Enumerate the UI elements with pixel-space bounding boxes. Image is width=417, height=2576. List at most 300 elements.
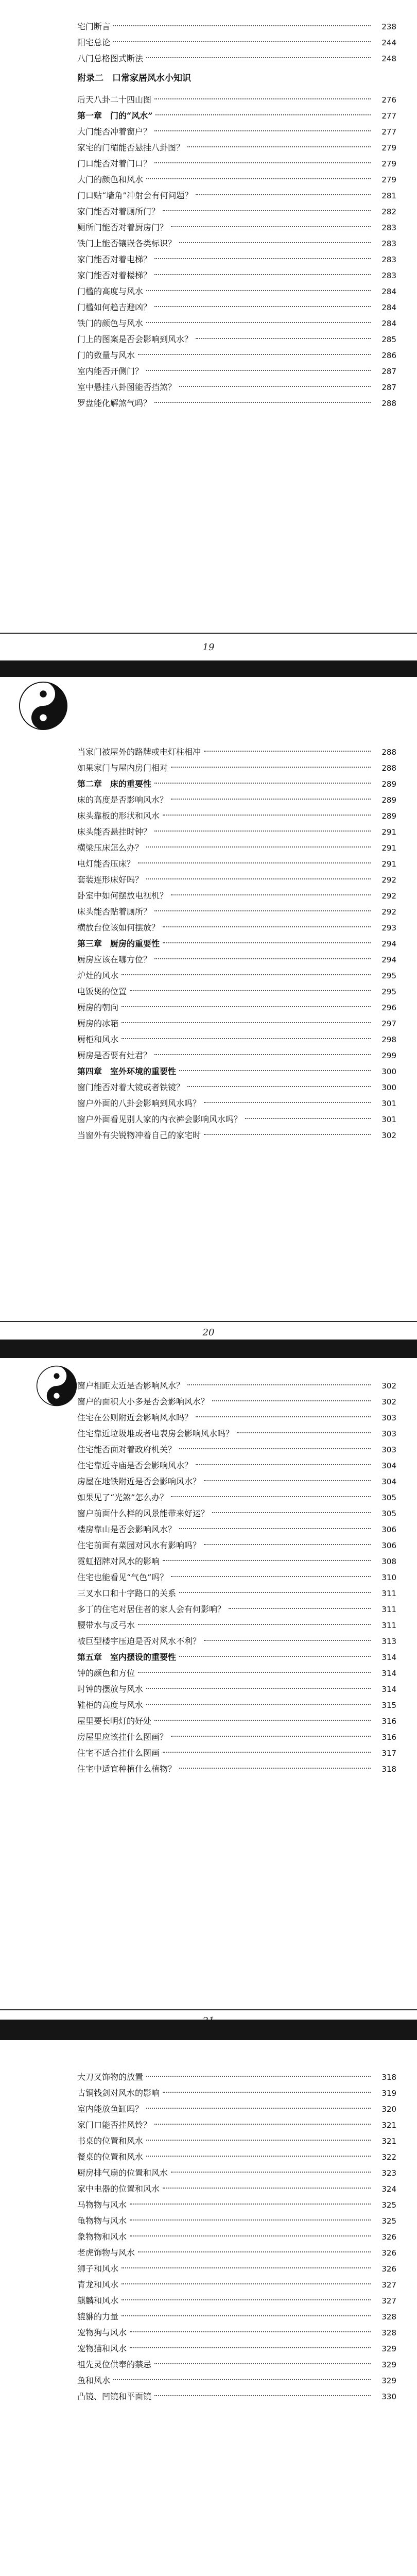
dot-leader <box>154 274 371 275</box>
toc-entry <box>77 1617 396 1633</box>
toc-entry-page: 289 <box>381 779 396 789</box>
toc-entry-title: 窗户的面积大小多是否会影响风水？ <box>77 1397 210 1406</box>
toc-entry-title: 窗户相距太近是否影响风水？ <box>77 1381 185 1391</box>
taiji-icon <box>19 681 68 731</box>
toc-entry-page: 318 <box>381 1765 396 1774</box>
taiji-icon <box>36 1365 77 1406</box>
toc-entry-title: 厨房的朝向 <box>77 1003 119 1012</box>
toc-entry-title: 腰带水与反弓水 <box>77 1620 135 1630</box>
dot-leader <box>154 402 371 403</box>
toc-entry <box>77 2277 396 2293</box>
toc-entry <box>77 2309 396 2325</box>
toc-list <box>77 2069 396 2404</box>
toc-entry <box>77 1410 396 1426</box>
toc-entry-page: 284 <box>381 319 396 328</box>
toc-entry <box>77 1633 396 1649</box>
toc-entry-title: 住宅能否面对着政府机关？ <box>77 1445 177 1454</box>
toc-entry-page: 301 <box>381 1115 396 1124</box>
toc-entry-title: 如果见了“光煞”怎么办？ <box>77 1493 168 1502</box>
dot-leader <box>171 1576 371 1577</box>
toc-entry <box>77 856 396 872</box>
page-separator <box>0 1340 417 1358</box>
toc-entry <box>77 156 396 172</box>
dot-leader <box>138 1672 371 1673</box>
toc-entry <box>77 999 396 1015</box>
toc-entry-page: 319 <box>381 2089 396 2098</box>
dot-leader <box>237 1432 371 1433</box>
toc-entry-title: 三叉水口和十字路口的关系 <box>77 1588 177 1598</box>
toc-entry-title: 窗户外面的八卦会影响到风水吗？ <box>77 1098 201 1108</box>
dot-leader <box>163 1560 371 1561</box>
toc-entry <box>77 2325 396 2341</box>
toc-entry-title: 当家门被屋外的路牌或电灯柱相冲 <box>77 747 201 757</box>
toc-entry-page: 294 <box>381 955 396 964</box>
toc-entry-title: 钟的颜色和方位 <box>77 1668 135 1678</box>
toc-entry-title: 第四章 室外环境的重要性 <box>77 1066 177 1076</box>
toc-entry-page: 322 <box>381 2153 396 2162</box>
toc-entry <box>77 2069 396 2085</box>
toc-entry-title: 家门能否对着楼梯？ <box>77 270 152 280</box>
toc-entry-title: 第五章 室内摆设的重要性 <box>77 1652 177 1662</box>
dot-leader <box>196 1416 371 1417</box>
toc-entry-page: 291 <box>381 859 396 869</box>
dot-leader <box>154 910 371 911</box>
dot-leader <box>179 1070 371 1071</box>
dot-leader <box>204 1134 371 1135</box>
toc-list <box>77 744 396 1143</box>
toc-entry-title: 老虎饰物与风水 <box>77 2248 135 2258</box>
toc-entry-title: 楼房靠山是否会影响风水？ <box>77 1524 177 1534</box>
toc-entry <box>77 920 396 936</box>
toc-entry <box>77 840 396 856</box>
dot-leader <box>121 2267 371 2268</box>
toc-entry-title: 床的高度是否影响风水？ <box>77 795 168 805</box>
toc-entry-title: 宠物猫和风水 <box>77 2344 127 2353</box>
toc-entry-page: 330 <box>381 2392 396 2401</box>
toc-entry-page: 248 <box>381 54 396 63</box>
toc-entry <box>77 124 396 140</box>
toc-entry-page: 284 <box>381 303 396 312</box>
dot-leader <box>179 1656 371 1657</box>
dot-leader <box>138 1624 371 1625</box>
toc-entry-page: 282 <box>381 207 396 216</box>
toc-entry-page: 326 <box>381 2232 396 2242</box>
toc-entry <box>77 1015 396 1031</box>
dot-leader <box>121 1006 371 1007</box>
toc-entry <box>77 235 396 251</box>
toc-entry-title: 宠物狗与风水 <box>77 2328 127 2337</box>
dot-leader <box>121 2299 371 2300</box>
toc-entry-title: 厨房是否要有灶君？ <box>77 1050 152 1060</box>
toc-entry-page: 297 <box>381 1019 396 1028</box>
toc-entry <box>77 2149 396 2165</box>
toc-entry-page: 283 <box>381 255 396 264</box>
toc-entry-page: 292 <box>381 875 396 885</box>
toc-entry-title: 家门口能否挂风铃？ <box>77 2120 152 2130</box>
toc-entry <box>77 1079 396 1095</box>
toc-entry-page: 326 <box>381 2248 396 2258</box>
dot-leader <box>171 226 371 227</box>
toc-entry <box>77 888 396 904</box>
dot-leader <box>146 1688 371 1689</box>
dot-leader <box>146 178 371 179</box>
dot-leader <box>121 2315 371 2316</box>
toc-entry-page: 314 <box>381 1653 396 1662</box>
toc-entry-page: 289 <box>381 811 396 821</box>
toc-entry-title: 住宅前面有菜园对风水有影响吗？ <box>77 1540 201 1550</box>
toc-entry-page: 311 <box>381 1589 396 1598</box>
dot-leader <box>154 2363 371 2364</box>
dot-leader <box>154 130 371 131</box>
dot-leader <box>163 1752 371 1753</box>
toc-entry-title: 床头靠板的形状和风水 <box>77 811 160 821</box>
toc-entry-page: 291 <box>381 827 396 837</box>
toc-entry-title: 时钟的摆放与风水 <box>77 1684 144 1694</box>
toc-entry-page: 317 <box>381 1749 396 1758</box>
dot-leader <box>113 25 371 26</box>
dot-leader <box>171 894 371 895</box>
toc-entry-page: 303 <box>381 1429 396 1438</box>
toc-entry-page: 311 <box>381 1605 396 1614</box>
toc-entry-page: 293 <box>381 923 396 933</box>
toc-entry <box>77 984 396 999</box>
toc-entry-title: 大门能否冲着窗户？ <box>77 127 152 137</box>
toc-entry <box>77 2229 396 2245</box>
toc-entry <box>77 1047 396 1063</box>
toc-chapter-row <box>77 108 396 124</box>
toc-entry <box>77 1585 396 1601</box>
toc-entry <box>77 872 396 888</box>
toc-entry-page: 288 <box>381 764 396 773</box>
toc-entry-title: 象物物和风水 <box>77 2232 127 2242</box>
dot-leader <box>212 1400 371 1401</box>
toc-entry-title: 住宅靠近垃圾堆或者电表房会影响风水吗？ <box>77 1429 234 1438</box>
dot-leader <box>163 2188 371 2189</box>
toc-entry <box>77 2133 396 2149</box>
dot-leader <box>146 2156 371 2157</box>
toc-entry <box>77 1521 396 1537</box>
toc-entry <box>77 2213 396 2229</box>
toc-entry-title: 住宅不适合挂什么图画 <box>77 1748 160 1758</box>
toc-chapter-row <box>77 1063 396 1079</box>
toc-entry-page: 329 <box>381 2376 396 2385</box>
page-rule <box>0 2009 417 2010</box>
toc-entry <box>77 1729 396 1745</box>
toc-entry-title: 厨房应该在哪方位？ <box>77 955 152 964</box>
toc-page-21 <box>0 1358 417 2043</box>
toc-entry-page: 294 <box>381 939 396 948</box>
page-number: 19 <box>202 642 215 653</box>
toc-entry-title: 罗盘能化解煞气吗？ <box>77 398 152 408</box>
toc-entry <box>77 1473 396 1489</box>
toc-entry-page: 325 <box>381 2200 396 2210</box>
toc-entry-title: 住宅中适宜种植什么植物？ <box>77 1764 177 1774</box>
toc-entry-title: 貔貅的力量 <box>77 2312 119 2321</box>
toc-entry <box>77 379 396 395</box>
toc-entry <box>77 140 396 156</box>
toc-entry <box>77 2197 396 2213</box>
toc-entry <box>77 1426 396 1442</box>
dot-leader <box>130 2347 371 2348</box>
toc-entry-page: 289 <box>381 795 396 805</box>
dot-leader <box>130 2204 371 2205</box>
dot-leader <box>154 98 371 99</box>
toc-entry <box>77 2261 396 2277</box>
toc-page-19 <box>0 0 417 685</box>
toc-entry-page: 314 <box>381 1685 396 1694</box>
toc-entry-title: 窗门能否对着大镜或者铁镜？ <box>77 1082 185 1092</box>
toc-entry-page: 284 <box>381 287 396 296</box>
toc-entry-title: 门的数量与风水 <box>77 350 135 360</box>
toc-chapter-row <box>77 936 396 952</box>
toc-appendix-heading <box>77 71 396 87</box>
toc-entry <box>77 299 396 315</box>
toc-entry-title: 家中电器的位置和风水 <box>77 2184 160 2194</box>
dot-leader <box>204 1102 371 1103</box>
dot-leader <box>196 1464 371 1465</box>
toc-entry-page: 286 <box>381 351 396 360</box>
toc-entry-title: 阳宅总论 <box>77 38 111 47</box>
toc-entry-page: 277 <box>381 111 396 121</box>
toc-entry <box>77 1031 396 1047</box>
toc-page-22 <box>0 2040 417 2576</box>
toc-entry <box>77 2085 396 2101</box>
toc-entry-title: 铁门上能否镶嵌各类标识？ <box>77 239 177 248</box>
toc-entry-title: 房屋在地铁附近是否会影响风水？ <box>77 1477 201 1486</box>
toc-entry <box>77 1458 396 1473</box>
toc-entry <box>77 2388 396 2404</box>
toc-entry-page: 313 <box>381 1637 396 1646</box>
toc-entry-title: 电饭煲的位置 <box>77 987 127 996</box>
toc-entry-title: 门口能否对着门口？ <box>77 159 152 168</box>
dot-leader <box>179 386 371 387</box>
toc-entry-page: 288 <box>381 748 396 757</box>
dot-leader <box>171 767 371 768</box>
toc-entry <box>77 744 396 760</box>
toc-entry-title: 祖先灵位供奉的禁忌 <box>77 2360 152 2369</box>
toc-entry-page: 306 <box>381 1541 396 1550</box>
toc-entry-title: 门上的图案是否会影响到风水？ <box>77 334 193 344</box>
toc-entry <box>77 267 396 283</box>
toc-entry-page: 303 <box>381 1445 396 1454</box>
toc-entry <box>77 1111 396 1127</box>
toc-entry-page: 311 <box>381 1621 396 1630</box>
dot-leader <box>196 338 371 339</box>
toc-entry-page: 318 <box>381 2073 396 2082</box>
toc-entry-page: 328 <box>381 2328 396 2337</box>
dot-leader <box>171 1736 371 1737</box>
dot-leader <box>163 2092 371 2093</box>
toc-entry <box>77 792 396 808</box>
toc-entry <box>77 824 396 840</box>
toc-entry <box>77 904 396 920</box>
toc-entry-page: 310 <box>381 1573 396 1582</box>
toc-entry-title: 厕所门能否对着厨房门？ <box>77 223 168 232</box>
dot-leader <box>179 1528 371 1529</box>
toc-entry-page: 326 <box>381 2264 396 2274</box>
dot-leader <box>130 990 371 991</box>
toc-entry <box>77 1537 396 1553</box>
dot-leader <box>179 1448 371 1449</box>
toc-entry <box>77 1761 396 1777</box>
dot-leader <box>146 57 371 58</box>
toc-entry <box>77 395 396 411</box>
toc-entry-title: 宅门断言 <box>77 22 111 31</box>
dot-leader <box>171 2172 371 2173</box>
toc-entry-page: 292 <box>381 891 396 901</box>
toc-entry-page: 298 <box>381 1035 396 1044</box>
toc-entry-title: 套装连形床好吗？ <box>77 875 144 885</box>
toc-page-20 <box>0 677 417 1362</box>
toc-entry-title: 后天八卦二十四山图 <box>77 95 152 105</box>
page-rule <box>0 1321 417 1322</box>
toc-entry-title: 家门能否对着厕所门？ <box>77 207 160 216</box>
toc-entry-title: 横梁压床怎么办？ <box>77 843 144 853</box>
toc-entry <box>77 1697 396 1713</box>
toc-entry-title: 窗户前面什么样的风景能带来好运？ <box>77 1509 210 1518</box>
dot-leader <box>171 1496 371 1497</box>
dot-leader <box>146 290 371 291</box>
toc-entry-title: 门槛如何趋吉避凶？ <box>77 302 152 312</box>
toc-entry-title: 鱼和风水 <box>77 2376 111 2385</box>
page-rule <box>0 633 417 634</box>
dot-leader <box>154 162 371 163</box>
toc-entry-title: 门口贴“墙角”冲射会有何问题？ <box>77 191 193 200</box>
toc-entry-page: 302 <box>381 1131 396 1140</box>
toc-entry <box>77 2341 396 2357</box>
toc-entry <box>77 2357 396 2372</box>
toc-entry <box>77 2165 396 2181</box>
toc-entry <box>77 1489 396 1505</box>
dot-leader <box>187 1086 371 1087</box>
toc-entry <box>77 1127 396 1143</box>
page-number: 20 <box>202 1327 215 1338</box>
toc-entry-page: 303 <box>381 1413 396 1422</box>
toc-entry-page: 279 <box>381 175 396 184</box>
toc-entry-page: 324 <box>381 2184 396 2194</box>
toc-entry <box>77 363 396 379</box>
toc-entry-page: 304 <box>381 1461 396 1470</box>
toc-entry <box>77 2181 396 2197</box>
toc-entry-title: 书桌的位置和风水 <box>77 2136 144 2146</box>
toc-entry <box>77 760 396 776</box>
toc-entry-title: 窗户外面看见别人家的内衣裤会影响风水吗？ <box>77 1114 242 1124</box>
toc-entry-page: 306 <box>381 1525 396 1534</box>
toc-entry-page: 308 <box>381 1557 396 1566</box>
toc-entry <box>77 331 396 347</box>
dot-leader <box>138 862 371 863</box>
dot-leader <box>154 831 371 832</box>
toc-entry <box>77 2117 396 2133</box>
toc-entry <box>77 315 396 331</box>
toc-entry-title: 门槛的高度与风水 <box>77 286 144 296</box>
toc-entry-page: 320 <box>381 2105 396 2114</box>
toc-entry-page: 276 <box>381 95 396 105</box>
dot-leader <box>121 1038 371 1039</box>
dot-leader <box>196 194 371 195</box>
toc-entry-title: 横放台位该如何摆放？ <box>77 923 160 933</box>
toc-entry-page: 327 <box>381 2296 396 2306</box>
toc-entry-title: 铁门的颜色与风水 <box>77 318 144 328</box>
toc-entry-title: 电灯能否压床？ <box>77 859 135 869</box>
dot-leader <box>179 1592 371 1593</box>
toc-entry-title: 第二章 床的重要性 <box>77 779 152 789</box>
toc-entry-page: 302 <box>381 1397 396 1406</box>
toc-entry-title: 炉灶的风水 <box>77 971 119 980</box>
toc-entry-page: 327 <box>381 2280 396 2290</box>
dot-leader <box>121 1022 371 1023</box>
toc-entry-page: 291 <box>381 843 396 853</box>
toc-entry-title: 八门总格图式断法 <box>77 54 144 63</box>
toc-entry-page: 328 <box>381 2312 396 2321</box>
dot-leader <box>146 1704 371 1705</box>
toc-entry-page: 315 <box>381 1701 396 1710</box>
toc-entry-page: 285 <box>381 335 396 344</box>
dot-leader <box>130 2331 371 2332</box>
toc-entry <box>77 188 396 204</box>
dot-leader <box>179 242 371 243</box>
toc-entry <box>77 1394 396 1410</box>
toc-entry <box>77 808 396 824</box>
toc-entry-title: 附录二 口常家居风水小知识 <box>77 73 191 83</box>
page-separator <box>0 660 417 677</box>
toc-entry-page: 288 <box>381 399 396 408</box>
dot-leader <box>204 1544 371 1545</box>
dot-leader <box>187 1384 371 1385</box>
dot-leader <box>163 942 371 943</box>
dot-leader <box>154 1054 371 1055</box>
toc-entry-page: 325 <box>381 2216 396 2226</box>
dot-leader <box>163 815 371 816</box>
toc-entry-page: 295 <box>381 987 396 996</box>
toc-entry <box>77 1601 396 1617</box>
toc-entry-page: 295 <box>381 971 396 980</box>
dot-leader <box>146 322 371 323</box>
toc-entry <box>77 952 396 968</box>
toc-entry-page: 287 <box>381 367 396 376</box>
toc-chapter-row <box>77 1649 396 1665</box>
toc-list <box>77 1378 396 1777</box>
toc-entry <box>77 251 396 267</box>
toc-entry-title: 龟物物与风水 <box>77 2216 127 2226</box>
dot-leader <box>130 2219 371 2221</box>
toc-entry-page: 304 <box>381 1477 396 1486</box>
toc-entry-title: 古铜钱剑对风水的影响 <box>77 2088 160 2098</box>
dot-leader <box>179 1768 371 1769</box>
toc-entry-title: 被巨型楼宇压迫是否对风水不利？ <box>77 1636 201 1646</box>
dot-leader <box>154 958 371 959</box>
toc-entry-page: 302 <box>381 1381 396 1391</box>
toc-entry-title: 床头能否悬挂时钟？ <box>77 827 152 837</box>
toc-entry-title: 住宅靠近寺庙是否会影响风水？ <box>77 1461 193 1470</box>
toc-entry-title: 住宅在公则附近会影响风水吗？ <box>77 1413 193 1422</box>
toc-entry-title: 室内能放鱼缸吗？ <box>77 2104 144 2114</box>
toc-entry-page: 287 <box>381 383 396 392</box>
toc-entry-page: 281 <box>381 191 396 200</box>
toc-entry-title: 如果家门与屋内房门相对 <box>77 763 168 773</box>
toc-entry-page: 301 <box>381 1099 396 1108</box>
dot-leader <box>154 258 371 259</box>
toc-entry-page: 277 <box>381 127 396 137</box>
toc-list <box>77 19 396 411</box>
toc-entry-page: 316 <box>381 1717 396 1726</box>
toc-entry <box>77 1569 396 1585</box>
toc-entry-page: 316 <box>381 1733 396 1742</box>
toc-entry <box>77 50 396 66</box>
toc-entry <box>77 1442 396 1458</box>
toc-entry <box>77 19 396 35</box>
toc-entry-page: 321 <box>381 2137 396 2146</box>
